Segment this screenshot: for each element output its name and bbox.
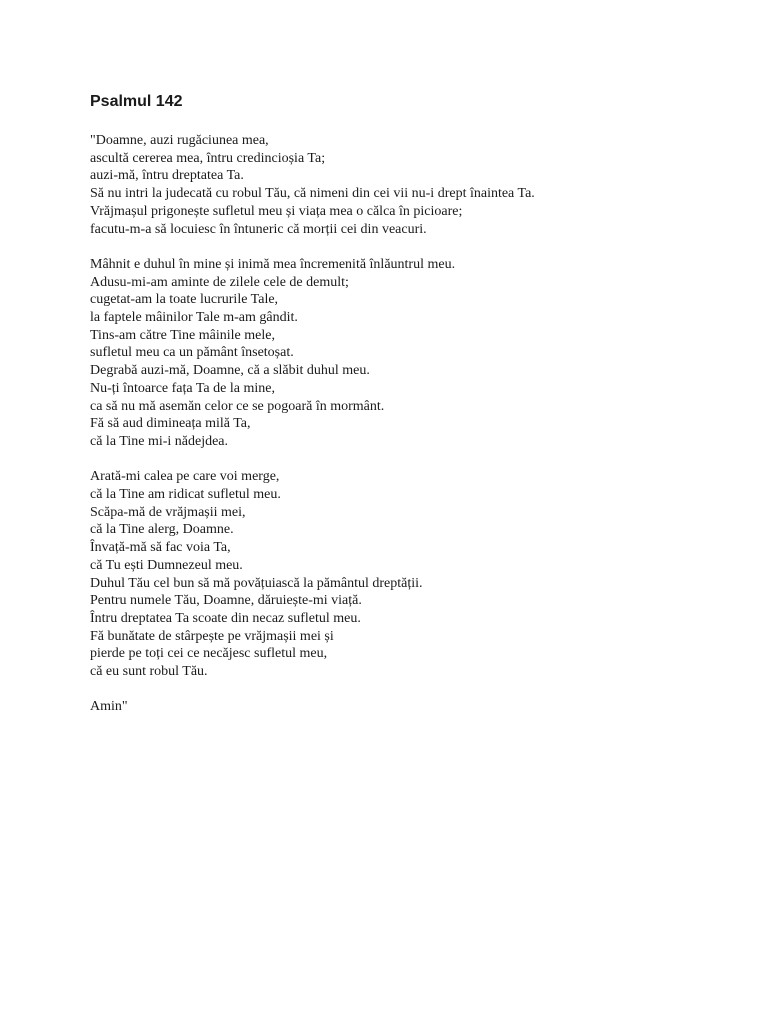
verse-line: Adusu-mi-am aminte de zilele cele de demult;	[90, 274, 349, 290]
verse-line: că la Tine alerg, Doamne.	[90, 522, 234, 538]
stanza-2	[90, 256, 750, 451]
verse-line: Arată-mi calea pe care voi merge,	[90, 469, 280, 485]
verse-line: Degrabă auzi-mă, Doamne, că a slăbit duhul meu.	[90, 363, 370, 379]
verse-line: ascultă cererea mea, întru credincioșia Ta;	[90, 150, 326, 166]
verse-line: facutu-m-a să locuiesc în întuneric că morții cei din veacuri.	[90, 221, 427, 237]
page-title: Psalmul 142	[90, 93, 183, 110]
stanza-3	[90, 468, 750, 680]
verse-line: că la Tine mi-i nădejdea.	[90, 433, 229, 449]
verse-line: Întru dreptatea Ta scoate din necaz sufletul meu.	[90, 610, 361, 626]
verse-line: Vrăjmașul prigonește sufletul meu și viața mea o călca în picioare;	[90, 203, 463, 219]
stanza-1	[90, 132, 750, 238]
verse-line: Fă bunătate de stârpește pe vrăjmașii mei și	[90, 628, 334, 644]
stanza-4	[90, 698, 750, 716]
verse-line: că Tu ești Dumnezeul meu.	[90, 557, 243, 573]
verse-line: că la Tine am ridicat sufletul meu.	[90, 487, 281, 503]
verse-line: Nu-ți întoarce fața Ta de la mine,	[90, 380, 275, 396]
verse-line: Duhul Tău cel bun să mă povățuiască la pământul dreptății.	[90, 575, 423, 591]
verse-line: sufletul meu ca un pământ însetoșat.	[90, 345, 294, 361]
verse-line: Scăpa-mă de vrăjmașii mei,	[90, 504, 246, 520]
verse-line: Mâhnit e duhul în mine și inimă mea încremenită înlăuntrul meu.	[90, 256, 456, 272]
verse-line: Să nu intri la judecată cu robul Tău, că nimeni din cei vii nu-i drept înaintea Ta.	[90, 186, 535, 202]
closing-line: Amin"	[90, 699, 128, 715]
verse-line: Tins-am către Tine mâinile mele,	[90, 327, 275, 343]
verse-line: cugetat-am la toate lucrurile Tale,	[90, 292, 279, 308]
verse-line: Învață-mă să fac voia Ta,	[90, 540, 231, 556]
verse-line: pierde pe toți cei ce necăjesc sufletul meu,	[90, 646, 328, 662]
verse-line: Pentru numele Tău, Doamne, dăruiește-mi viață.	[90, 593, 362, 609]
verse-line: Fă să aud dimineața milă Ta,	[90, 416, 251, 432]
verse-line: că eu sunt robul Tău.	[90, 664, 208, 680]
psalm-text	[90, 132, 750, 734]
verse-line: ca să nu mă asemăn celor ce se pogoară în mormânt.	[90, 398, 385, 414]
verse-line: auzi-mă, întru dreptatea Ta.	[90, 168, 244, 184]
verse-line: la faptele mâinilor Tale m-am gândit.	[90, 310, 298, 326]
verse-line: "Doamne, auzi rugăciunea mea,	[90, 133, 269, 148]
